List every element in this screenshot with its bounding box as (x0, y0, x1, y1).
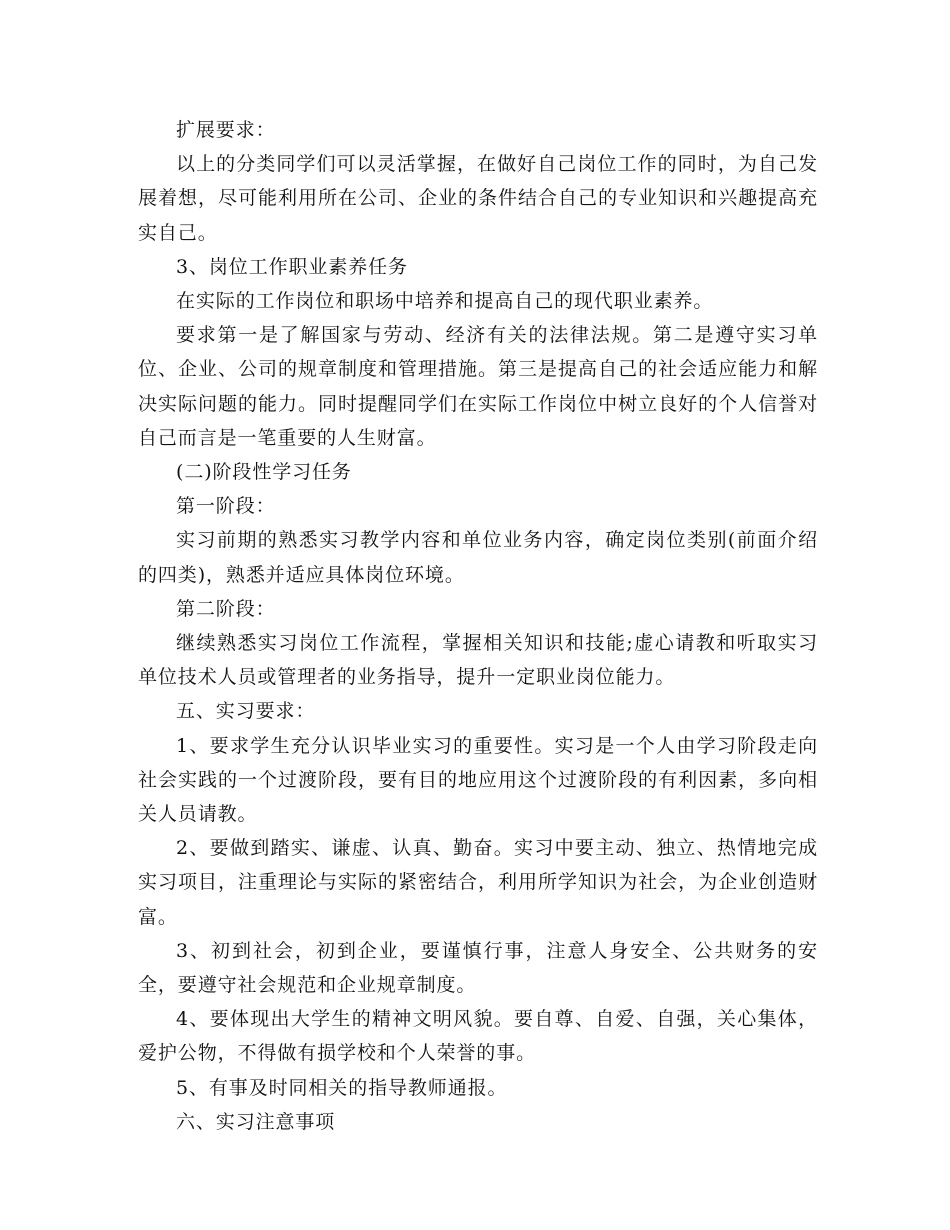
paragraph-requirement-1: 1、要求学生充分认识毕业实习的重要性。实习是一个人由学习阶段走向社会实践的一个过渡阶段，要有目的地应用这个过渡阶段的有利因素，多向相关人员请教。 (138, 734, 818, 826)
paragraph-expansion-body: 以上的分类同学们可以灵活掌握，在做好自己岗位工作的同时，为自己发展着想，尽可能利用所在公司、企业的条件结合自己的专业知识和兴趣提高充实自己。 (138, 153, 818, 244)
paragraph-section-5-heading: 五、实习要求： (176, 700, 316, 723)
paragraph-section-3-heading: 3、岗位工作职业素养任务 (176, 255, 408, 278)
paragraph-stage-1-body: 实习前期的熟悉实习教学内容和单位业务内容，确定岗位类别(前面介绍的四类)，熟悉并适应具体岗位环境。 (138, 529, 818, 586)
paragraph-requirement-4: 4、要体现出大学生的精神文明风貌。要自尊、自爱、自强，关心集体，爱护公物，不得做有损学校和个人荣誉的事。 (138, 1008, 818, 1065)
paragraph-stage-2-heading: 第二阶段： (176, 597, 276, 620)
paragraph-stage-2-body: 继续熟悉实习岗位工作流程，掌握相关知识和技能;虚心请教和听取实习单位技术人员或管理者的业务指导，提升一定职业岗位能力。 (138, 632, 818, 689)
paragraph-requirement-3: 3、初到社会，初到企业，要谨慎行事，注意人身安全、公共财务的安全，要遵守社会规范和企业规章制度。 (138, 939, 818, 997)
paragraph-stage-tasks-heading: (二)阶段性学习任务 (176, 461, 352, 484)
document-page (138, 113, 818, 1139)
paragraph-stage-1-heading: 第一阶段： (176, 495, 276, 518)
paragraph-section-6-heading: 六、实习注意事项 (176, 1110, 336, 1133)
paragraph-requirement-2: 2、要做到踏实、谦虚、认真、勤奋。实习中要主动、独立、热情地完成实习项目，注重理论与实际的紧密结合，利用所学知识为社会，为企业创造财富。 (138, 837, 818, 928)
paragraph-section-3-intro: 在实际的工作岗位和职场中培养和提高自己的现代职业素养。 (176, 290, 714, 313)
paragraph-section-3-requirements: 要求第一是了解国家与劳动、经济有关的法律法规。第二是遵守实习单位、企业、公司的规章制度和管理措施。第三是提高自己的社会适应能力和解决实际问题的能力。同时提醒同学们在实际工作岗位中树立良好的个人信誉对自己而言是一笔重要的人生财富。 (138, 324, 818, 449)
paragraph-expansion-heading: 扩展要求： (176, 119, 276, 141)
paragraph-requirement-5: 5、有事及时同相关的指导教师通报。 (176, 1076, 508, 1099)
